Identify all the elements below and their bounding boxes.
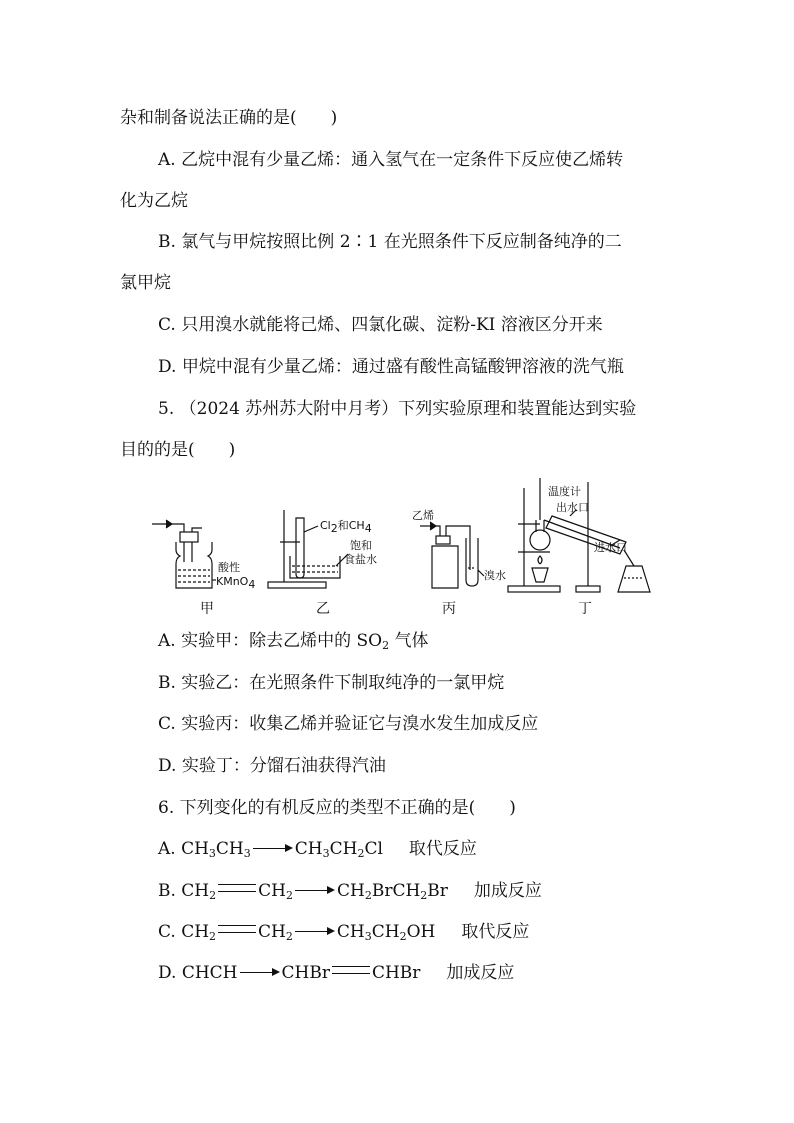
caption-jia: 甲 — [200, 601, 214, 617]
q6-stem: 6. 下列变化的有机反应的类型不正确的是( ) — [158, 798, 516, 818]
bing-bromine-label: 溴水 — [484, 569, 506, 582]
q6-d-type: 加成反应 — [446, 963, 515, 983]
q4-option-a-line2: 化为乙烷 — [120, 191, 188, 211]
reaction-arrow-icon — [295, 925, 335, 937]
q5-option-d: D. 实验丁：分馏石油获得汽油 — [158, 756, 386, 776]
ding-water-inlet-label: 进水口 — [594, 541, 627, 554]
reaction-arrow-icon — [240, 966, 280, 978]
q6-option-b: B. $CH_2$ $CH_2$ $CH_2BrCH_2Br$ 加成反应 — [158, 881, 542, 902]
jia-reagent-label2: KMnO$_4$ — [216, 575, 256, 591]
reaction-arrow-icon — [295, 884, 335, 896]
yi-gas-label: $Cl_2$和$CH_4$ — [320, 519, 372, 535]
q5-stem-line1: 5. （2024 苏州苏大附中月考）下列实验原理和装置能达到实验 — [158, 399, 637, 419]
jia-reagent-label1: 酸性 — [218, 561, 240, 574]
yi-solution-label2: 食盐水 — [344, 553, 377, 566]
caption-yi: 乙 — [316, 601, 330, 617]
q6-option-c: C. $CH_2$ $CH_2$ $CH_3CH_2OH$ 取代反应 — [158, 922, 530, 943]
q5-option-a: A. 实验甲：除去乙烯中的 $SO_2$ 气体 — [158, 631, 429, 652]
q5-stem-line2: 目的的是( ) — [120, 440, 236, 460]
yi-solution-label1: 饱和 — [350, 539, 372, 552]
q4-option-d: D. 甲烷中混有少量乙烯：通过盛有酸性高锰酸钾溶液的洗气瓶 — [158, 357, 624, 377]
double-bond-icon — [218, 884, 256, 892]
ding-thermometer-label: 温度计 — [548, 485, 581, 498]
q4-stem-tail: 杂和制备说法正确的是( ) — [120, 108, 338, 128]
q6-c-type: 取代反应 — [461, 922, 530, 942]
q4-option-b-line1: B. 氯气与甲烷按照比例 2∶1 在光照条件下反应制备纯净的二 — [158, 232, 622, 252]
caption-ding: 丁 — [578, 601, 592, 617]
bing-gas-label: 乙烯 — [412, 509, 434, 522]
double-bond-icon — [332, 966, 370, 974]
caption-bing: 丙 — [442, 601, 456, 617]
q6-option-d: D. CHCH CHBr CHBr 加成反应 — [158, 963, 515, 983]
q6-option-a: A. $CH_3CH_3$ $CH_3CH_2Cl$ 取代反应 — [158, 839, 477, 860]
q6-b-type: 加成反应 — [473, 881, 542, 901]
q5-option-c: C. 实验丙：收集乙烯并验证它与溴水发生加成反应 — [158, 714, 539, 734]
ding-water-outlet-label: 出水口 — [556, 501, 589, 514]
q5-option-b: B. 实验乙：在光照条件下制取纯净的一氯甲烷 — [158, 673, 505, 693]
q6-a-type: 取代反应 — [408, 839, 477, 859]
apparatus-figure — [140, 470, 660, 620]
reaction-arrow-icon — [253, 842, 293, 854]
q4-option-a-line1: A. 乙烷中混有少量乙烯：通入氢气在一定条件下反应使乙烯转 — [158, 150, 624, 170]
q4-option-c: C. 只用溴水就能将己烯、四氯化碳、淀粉-KI 溶液区分开来 — [158, 315, 603, 335]
double-bond-icon — [218, 925, 256, 933]
q4-option-b-line2: 氯甲烷 — [120, 273, 171, 293]
